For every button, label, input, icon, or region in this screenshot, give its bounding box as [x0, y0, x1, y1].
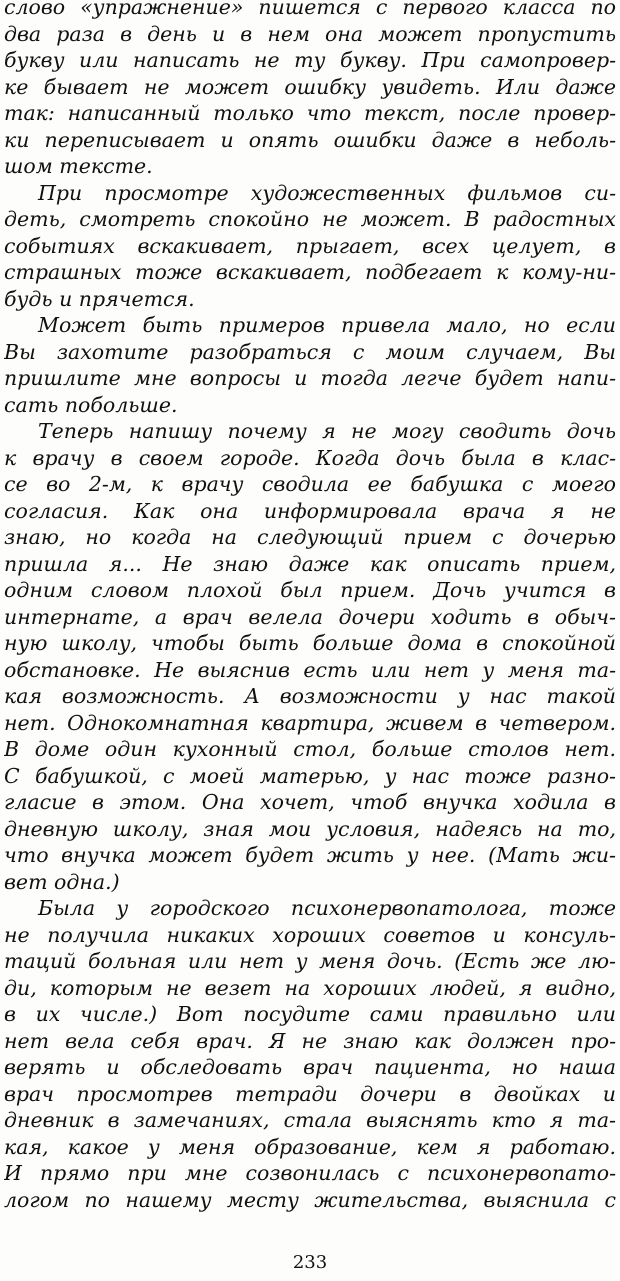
text-line: не получила никаких хороших советов и консуль-: [4, 922, 616, 947]
text-line: нет. Однокомнатная квартира, живем в четвером.: [4, 710, 616, 735]
text-line: ке бывает не может ошибку увидеть. Или даже: [4, 74, 616, 99]
text-line: слово «упражнение» пишется с первого класса по: [4, 0, 616, 19]
text-line: так: написанный только что текст, после провер-: [4, 101, 616, 125]
text-line: пришлите мне вопросы и тогда легче будет напи-: [4, 366, 616, 390]
text-line: се во 2-м, к врачу сводила ее бабушка с моего: [4, 472, 616, 496]
text-line: ди, которым не везет на хороших людей, я видно,: [4, 975, 616, 1000]
page-number: 233: [292, 1252, 328, 1273]
text-line: При просмотре художественных фильмов си-: [38, 180, 616, 205]
text-line: сать побольше.: [4, 392, 178, 417]
text-line: что внучка может будет жить у нее. (Мать жи-: [4, 843, 616, 867]
text-line: Может быть примеров привела мало, но если: [38, 313, 616, 337]
text-line: В доме один кухонный стол, больше столов нет.: [4, 737, 616, 761]
text-line: одним словом плохой был прием. Дочь учится в: [4, 578, 616, 602]
text-line: кая возможность. А возможности у нас такой: [4, 684, 616, 708]
text-line: нет вела себя врач. Я не знаю как должен про-: [4, 1028, 616, 1053]
text-line: С бабушкой, с моей матерью, у нас тоже разно-: [4, 763, 616, 788]
text-line: согласия. Как она информировала врача я не: [4, 498, 616, 523]
text-line: логом по нашему месту жительства, выяснила с: [4, 1187, 616, 1212]
text-line: в их числе.) Вот посудите сами правильно или: [4, 1002, 616, 1026]
text-line: Теперь напишу почему я не могу сводить дочь: [38, 419, 616, 443]
text-line: Вы захотите разобраться с моим случаем, Вы: [4, 339, 616, 364]
body-text: [4, 0, 616, 1213]
text-line: И прямо при мне созвонилась с психонервопато-: [4, 1161, 616, 1185]
text-line: шом тексте.: [4, 154, 153, 178]
text-line: обстановке. Не выяснив есть или нет у меня та-: [4, 657, 616, 682]
text-line: событиях вскакивает, прыгает, всех целует, в: [4, 233, 616, 258]
text-line: вет одна.): [4, 869, 120, 894]
text-line: деть, смотреть спокойно не может. В радостных: [4, 207, 616, 231]
text-line: врач просмотрев тетради дочери в двойках и: [4, 1081, 616, 1106]
text-line: знаю, но когда на следующий прием с дочерью: [4, 525, 616, 549]
text-line: интернате, а врач велела дочери ходить в обыч-: [4, 604, 616, 629]
text-line: ки переписывает и опять ошибки даже в неболь-: [4, 127, 616, 152]
text-line: ную школу, чтобы быть больше дома в спокойной: [4, 631, 616, 655]
text-line: два раза в день и в нем она может пропустить: [4, 21, 616, 46]
text-line: пришла я... Не знаю даже как описать прием,: [4, 551, 616, 576]
text-line: верять и обследовать врач пациента, но наша: [4, 1055, 616, 1079]
text-line: страшных тоже вскакивает, подбегает к кому-ни-: [4, 260, 616, 284]
text-line: таций больная или нет у меня дочь. (Есть же лю-: [4, 949, 616, 973]
text-line: букву или написать не ту букву. При самопровер-: [4, 48, 616, 72]
text-line: гласие в этом. Она хочет, чтоб внучка ходила в: [4, 790, 616, 814]
text-line: к врачу в своем городе. Когда дочь была в клас-: [4, 445, 616, 470]
text-line: дневную школу, зная мои условия, надеясь на то,: [4, 816, 616, 841]
text-line: дневник в замечаниях, стала выяснять кто я та-: [4, 1108, 616, 1132]
text-line: будь и прячется.: [4, 286, 195, 311]
text-line: Была у городского психонервопатолога, тоже: [38, 896, 616, 920]
text-line: кая, какое у меня образование, кем я работаю.: [4, 1134, 616, 1159]
